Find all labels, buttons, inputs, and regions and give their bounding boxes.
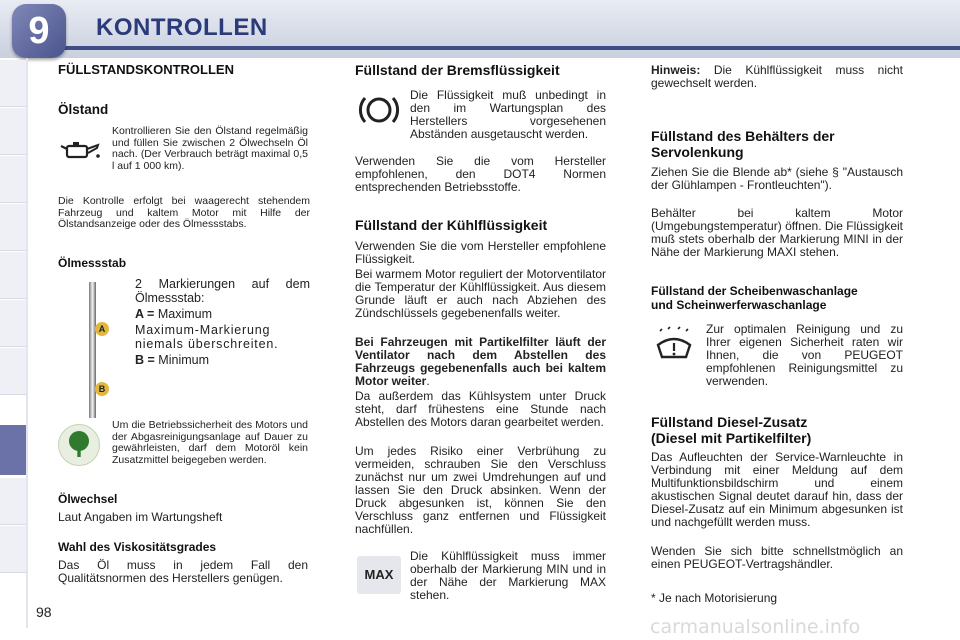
side-tab[interactable] (0, 204, 26, 251)
marker-b-row (135, 353, 209, 367)
heading-diesel-zusatz-line-2: (Diesel mit Partikelfilter) (651, 430, 812, 446)
heading-bremsfluessigkeit: Füllstand der Bremsflüssigkeit (355, 62, 560, 78)
heading-servolenkung-line-1: Füllstand des Behälters der (651, 128, 835, 144)
chapter-badge: 9 (12, 4, 66, 58)
header-rule (60, 46, 960, 50)
washer-fluid-icon (652, 325, 696, 365)
servo-text-1: Ziehen Sie die Blende ab* (siehe § "Austausch der Glühlampen - Frontleuchten"). (651, 165, 903, 192)
oelwechsel-text: Laut Angaben im Wartungsheft (58, 510, 223, 524)
marker-a-row (135, 307, 212, 321)
heading-kuehlfluessigkeit: Füllstand der Kühlflüssigkeit (355, 217, 548, 233)
chapter-title: KONTROLLEN (96, 14, 268, 41)
diesel-text-1: Das Aufleuchten der Service-Warnleuchte in Verbindung mit einer Meldung auf dem Multifunktionsbildschirm und einem akustischen Signal deutet darauf hin, dass der Diesel-Zusatz auf ein Minimum abgesunken ist und nachgefüllt werden muss. (651, 450, 903, 529)
dipstick-marker-b: B (95, 382, 109, 396)
marker-b-text: Minimum (158, 353, 209, 367)
heading-oelstand: Ölstand (58, 102, 109, 117)
heading-diesel-zusatz-line-1: Füllstand Diesel-Zusatz (651, 414, 808, 430)
heading-viskositaet: Wahl des Viskositätsgrades (58, 540, 217, 554)
oelstand-text: Kontrollieren Sie den Ölstand regelmäßig und füllen Sie zwischen 2 Ölwechseln Öl nach. (Der Verbrauch beträgt maximal 0,5 l auf 1 000 km). (112, 125, 308, 172)
oelstand-note: Die Kontrolle erfolgt bei waagerecht stehendem Fahrzeug und kaltem Motor mit Hilfe der Ölstandsanzeige oder des Ölmessstabs. (58, 195, 310, 230)
heading-diesel-zusatz (651, 414, 811, 446)
hinweis-row (651, 64, 903, 90)
marker-a-label: A = (135, 307, 155, 321)
heading-servolenkung (651, 128, 835, 160)
side-tab[interactable] (0, 526, 26, 573)
side-tab[interactable] (0, 108, 26, 155)
max-text: Die Kühlflüssigkeit muss immer oberhalb der Markierung MIN und in der Nähe der Markierung MAX stehen. (410, 549, 606, 602)
side-tab[interactable] (0, 348, 26, 395)
viskositaet-text: Das Öl muss in jedem Fall den Qualitätsnormen des Herstellers genügen. (58, 558, 308, 585)
servo-text-2: Behälter bei kaltem Motor (Umgebungstemperatur) öffnen. Die Flüssigkeit muß stets oberhalb der Markierung MINI in der Nähe der Markierung MAXI stehen. (651, 206, 903, 259)
section-title-fuellstandskontrollen: FÜLLSTANDSKONTROLLEN (58, 62, 234, 77)
marker-a-text: Maximum (157, 307, 212, 321)
side-tab[interactable] (0, 60, 26, 107)
hinweis-text: Die Kühlflüssigkeit muss nicht gewechselt werden. (651, 63, 903, 90)
side-divider (26, 58, 36, 628)
heading-scheibenwaschanlage (651, 284, 858, 312)
heading-oelmessstab: Ölmessstab (58, 256, 127, 270)
side-tab[interactable] (0, 252, 26, 299)
heading-oelwechsel: Ölwechsel (58, 492, 118, 506)
kuehl-text-3: Da außerdem das Kühlsystem unter Druck steht, darf frühestens eine Stunde nach Abstellen des Motors daran gearbeitet werden. (355, 389, 606, 429)
kuehl-text-1: Verwenden Sie die vom Hersteller empfohlene Flüssigkeit. (355, 239, 606, 266)
side-tab[interactable] (0, 156, 26, 203)
hinweis-label: Hinweis: (651, 63, 701, 77)
environment-tree-icon (58, 424, 100, 466)
footnote: * Je nach Motorisierung (651, 591, 778, 605)
side-tab[interactable] (0, 478, 26, 525)
dipstick-image (86, 282, 116, 418)
wasch-text-1: Zur optimalen Reinigung und zu Ihrer eigenen Sicherheit raten wir Ihnen, die von PEUGEOT empfohlenen Reinigungsmittel zu verwenden. (706, 322, 903, 388)
watermark: carmanualsonline.info (650, 616, 861, 638)
brems-text-2: Verwenden Sie die vom Hersteller empfohlenen, den DOT4 Normen entsprechenden Betriebsstoffe. (355, 154, 606, 194)
kuehl-text-4: Um jedes Risiko einer Verbrühung zu vermeiden, schrauben Sie den Verschluss zunächst nur um zwei Umdrehungen auf und lassen Sie den Druck absinken. Wenn der Druck abgesunken ist, können Sie den Verschluss ganz entfernen und Flüssigkeit nachfüllen. (355, 444, 606, 536)
kuehl-text-bold: Bei Fahrzeugen mit Partikelfilter läuft der Ventilator nach dem Abstellen des Fahrzeugs gegebenenfalls auch bei kaltem Motor weiter (355, 335, 606, 388)
page-number: 98 (36, 604, 52, 620)
max-mark-icon: MAX (357, 556, 401, 594)
dipstick-marker-a: A (95, 322, 109, 336)
brems-text: Die Flüssigkeit muß unbedingt in den im Wartungsplan des Herstellers vorgesehenen Abständen ausgetauscht werden. (410, 88, 606, 141)
kuehl-text-bold-row (355, 336, 606, 388)
side-tab[interactable] (0, 300, 26, 347)
marker-a-note: Maximum-Markierung niemals überschreiten. (135, 323, 279, 351)
oelmessstab-intro: 2 Markierungen auf dem Ölmessstab: (135, 277, 310, 305)
eco-text: Um die Betriebssicherheit des Motors und der Abgasreinigungsanlage auf Dauer zu gewährleisten, darf dem Motoröl kein Zusatzmittel beigegeben werden. (112, 419, 308, 466)
brake-warning-icon (357, 90, 401, 130)
oil-can-icon (58, 136, 102, 164)
kuehl-text-2: Bei warmem Motor reguliert der Motorventilator die Temperatur der Kühlflüssigkeit. Aus diesem Grunde läuft er auch nach Abziehen des Zündschlüssels gegebenenfalls weiter. (355, 267, 606, 320)
diesel-text-2: Wenden Sie sich bitte schnellstmöglich an einen PEUGEOT-Vertragshändler. (651, 544, 903, 571)
heading-servolenkung-line-2: Servolenkung (651, 144, 744, 160)
side-tab-active[interactable] (0, 425, 26, 475)
heading-scheibenwaschanlage-line-2: und Scheinwerferwaschanlage (651, 298, 827, 312)
marker-b-label: B = (135, 353, 155, 367)
heading-scheibenwaschanlage-line-1: Füllstand der Scheibenwaschanlage (651, 284, 858, 298)
kuehl-text-bold-end: . (426, 374, 430, 388)
